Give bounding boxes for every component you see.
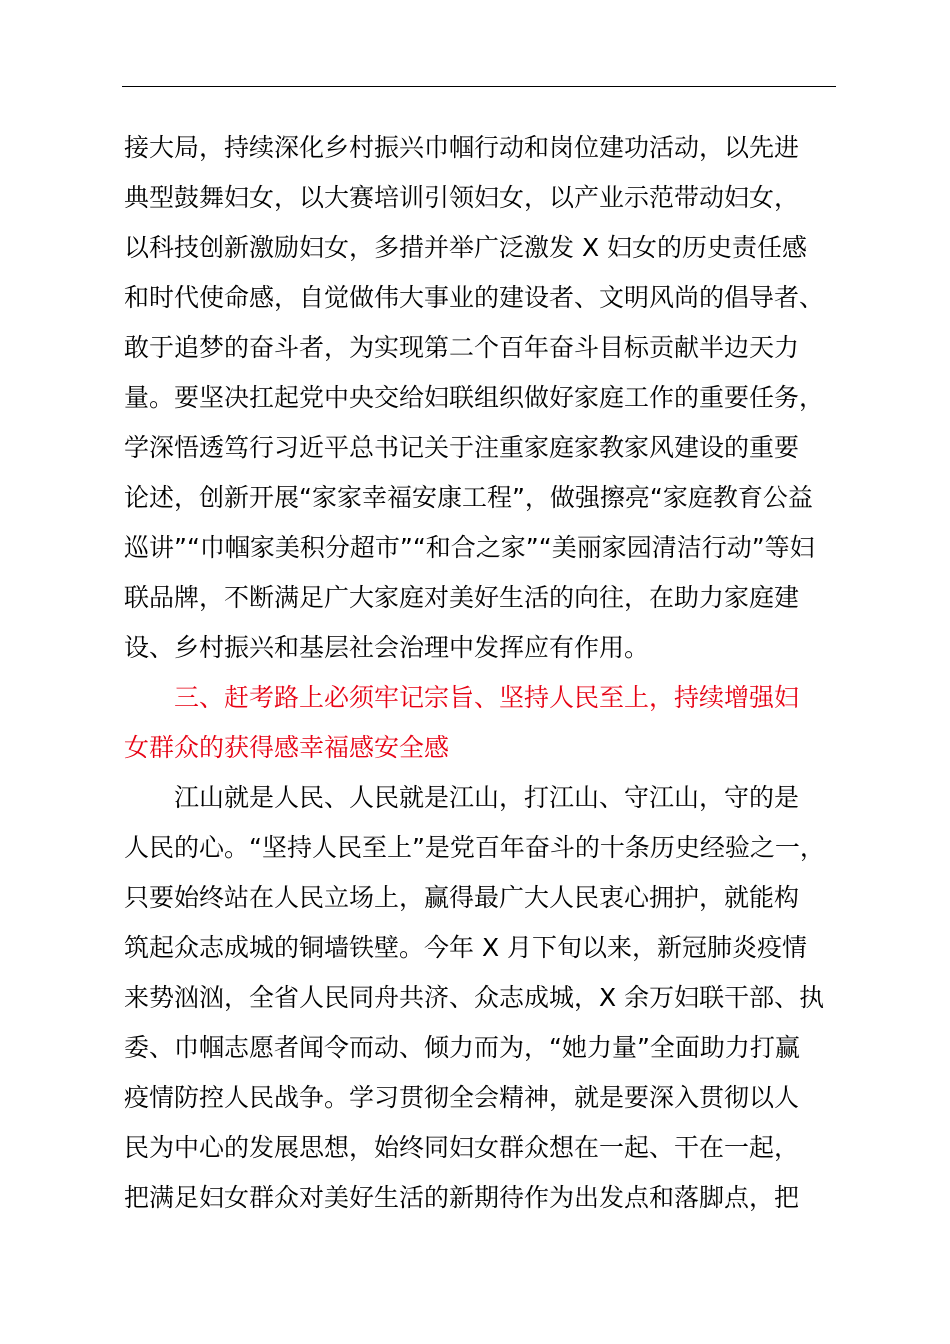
- text-line: 和时代使命感，自觉做伟大事业的建设者、文明风尚的倡导者、: [124, 283, 825, 312]
- paragraph-section-three: [124, 773, 840, 1223]
- text-line: 疫情防控人民战争。学习贯彻全会精神，就是要深入贯彻以人: [124, 1083, 800, 1112]
- heading-line: 三、赶考路上必须牢记宗旨、坚持人民至上，持续增强妇: [174, 683, 800, 712]
- text-line: 学深悟透笃行习近平总书记关于注重家庭家教家风建设的重要: [124, 433, 800, 462]
- text-line: 委、巾帼志愿者闻令而动、倾力而为，“她力量”全面助力打赢: [124, 1033, 800, 1062]
- text-line: 量。要坚决扛起党中央交给妇联组织做好家庭工作的重要任务，: [124, 383, 825, 412]
- text-line: 民为中心的发展思想，始终同妇女群众想在一起、干在一起，: [124, 1133, 800, 1162]
- text-line: 巡讲”“巾帼家美积分超市”“和合之家”“美丽家园清洁行动”等妇: [124, 533, 815, 562]
- text-line: 只要始终站在人民立场上，赢得最广大人民衷心拥护，就能构: [124, 883, 800, 912]
- text-line: 把满足妇女群众对美好生活的新期待作为出发点和落脚点，把: [124, 1183, 800, 1212]
- text-line: 接大局，持续深化乡村振兴巾帼行动和岗位建功活动，以先进: [124, 133, 800, 162]
- text-line: 联品牌，不断满足广大家庭对美好生活的向往，在助力家庭建: [124, 583, 800, 612]
- section-heading: [124, 673, 840, 773]
- text-line: 敢于追梦的奋斗者，为实现第二个百年奋斗目标贡献半边天力: [124, 333, 800, 362]
- text-line: 江山就是人民、人民就是江山，打江山、守江山，守的是: [174, 783, 800, 812]
- paragraph-continuation: [124, 123, 840, 673]
- text-line: 以科技创新激励妇女，多措并举广泛激发 X 妇女的历史责任感: [124, 233, 808, 262]
- text-line: 筑起众志成城的铜墙铁壁。今年 X 月下旬以来，新冠肺炎疫情: [124, 933, 808, 962]
- text-line: 论述，创新开展“家家幸福安康工程”，做强擦亮“家庭教育公益: [124, 483, 813, 512]
- document-body: [124, 123, 840, 1223]
- text-line: 典型鼓舞妇女，以大赛培训引领妇女，以产业示范带动妇女，: [124, 183, 800, 212]
- text-line: 人民的心。“坚持人民至上”是党百年奋斗的十条历史经验之一，: [124, 833, 825, 862]
- header-rule: [122, 86, 836, 87]
- text-line: 设、乡村振兴和基层社会治理中发挥应有作用。: [124, 633, 650, 662]
- text-line: 来势汹汹，全省人民同舟共济、众志成城，X 余万妇联干部、执: [124, 983, 825, 1012]
- heading-line: 女群众的获得感幸福感安全感: [124, 733, 450, 762]
